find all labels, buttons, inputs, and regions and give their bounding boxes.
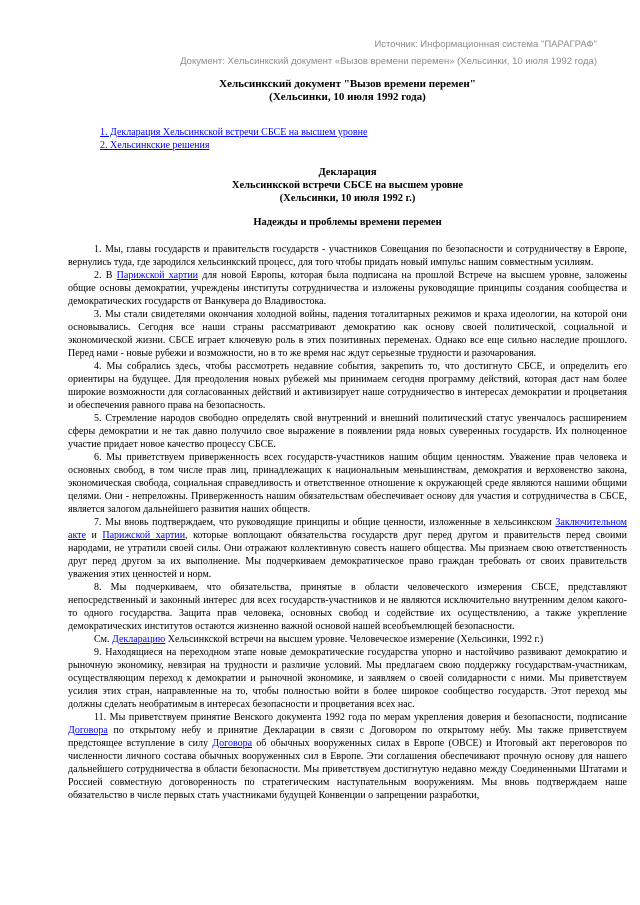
paragraph-text: об обычных вооруженных силах в Европе (ОВСЕ) и Итоговый акт переговоров по численности личного состава обычных вооруженных сил в Европе. Эти соглашения обеспечивают прочную основу для нашего дальнейшего сотрудничества в области безопасности. Мы приветствуем достигнутую недавно между Соединенными Штатами и Россией совместную договоренность по стратегическим наступательным вооружениям. Мы вновь подтверждаем наше обязательство в числе первых стать участниками будущей Конвенции о запрещении разработки, <box>68 738 627 801</box>
section-heading-line2: Хельсинкской встречи СБСЕ на высшем уровне <box>231 180 464 191</box>
paragraph-text: и <box>85 530 103 541</box>
inline-link[interactable]: Парижской хартии <box>116 270 199 281</box>
paragraph-text: 2. В <box>94 270 117 281</box>
paragraph-text: 7. Мы вновь подтверждаем, что руководящие принципы и общие ценности, изложенные в хельсинкском <box>94 517 556 528</box>
paragraph <box>68 633 627 646</box>
paragraph-text: 1. Мы, главы государств и правительств государств - участников Совещания по безопасности и сотрудничеству в Европе, вернулись туда, где зародился хельсинкский процесс, для того чтобы придать новый импульс нашим совместным усилиям. <box>68 244 627 268</box>
paragraph <box>68 412 627 451</box>
paragraph-text: См. <box>94 634 112 645</box>
paragraph-text: 5. Стремление народов свободно определять свой внутренний и внешний политический статус увенчалось расширением сферы демократии и не так давно получило свое выражение в появлении ряда новых суверенных государств. Их полноценное участие придает новое качество процессу СБСЕ. <box>68 413 627 450</box>
paragraph <box>68 308 627 360</box>
paragraph <box>68 269 627 308</box>
paragraph-text: 4. Мы собрались здесь, чтобы рассмотреть недавние события, закрепить то, что достигнуто СБСЕ, и определить его ориентиры на будущее. Для преодоления новых рубежей мы принимаем сегодня программу действий, которая даст нам более широкие возможности для согласованных действий и активизирует наше сотрудничество в интересах демократии и процветания и обеспечения равного права на безопасность. <box>68 361 627 411</box>
document-title <box>68 78 627 104</box>
paragraph-text: по открытому небу и принятие Декларации в связи с Договором по открытому небу. Мы также приветствуем предстоящее вступление в силу <box>68 725 627 749</box>
document-body <box>68 243 627 802</box>
toc-link-declaration[interactable]: 1. Декларация Хельсинкской встречи СБСЕ на высшем уровне <box>100 127 368 138</box>
document-line: Документ: Хельсинкский документ «Вызов времени перемен» (Хельсинки, 10 июля 1992 года) <box>180 56 597 67</box>
section-heading <box>68 166 627 205</box>
inline-link[interactable]: Заключительном акте <box>68 517 627 541</box>
inline-link[interactable]: Договора <box>68 725 108 736</box>
paragraph <box>68 711 627 802</box>
subsection-heading: Надежды и проблемы времени перемен <box>253 217 442 228</box>
paragraph-text: 11. Мы приветствуем принятие Венского документа 1992 года по мерам укрепления доверия и безопасности, подписание <box>94 712 627 723</box>
paragraph <box>68 360 627 412</box>
paragraph <box>68 646 627 711</box>
paragraph-text: Хельсинкской встречи на высшем уровне. Человеческое измерение (Хельсинки, 1992 г.) <box>165 634 544 645</box>
paragraph <box>68 581 627 633</box>
paragraph-text: 8. Мы подчеркиваем, что обязательства, принятые в области человеческого измерения СБСЕ, представляют непосредственный и законный интерес для всех государств-участников и не являются исключительно внутренним делом какого-то одного государства. Защита прав человека, основных свобод и содействие их осуществлению, а также укрепление демократических институтов остаются жизненно важной основой нашей всеобъемлющей безопасности. <box>68 582 627 632</box>
inline-link[interactable]: Парижской хартии <box>102 530 186 541</box>
source-header <box>68 36 627 70</box>
table-of-contents <box>100 126 627 152</box>
paragraph-text: 6. Мы приветствуем приверженность всех государств-участников нашим общим ценностям. Уважение прав человека и основных свобод, в том числе прав лиц, принадлежащих к национальным меньшинствам, демократия и верховенство закона, экономическая свобода, социальная справедливость и ответственное отношение к окружающей среде являются нашими общими целями. Они - непреложны. Приверженность нашим обязательствам обеспечивает основу для участия и сотрудничества в СБСЕ, является залогом дальнейшего развития наших обществ. <box>68 452 627 515</box>
document-title-line2: (Хельсинки, 10 июля 1992 года) <box>269 91 426 103</box>
inline-link[interactable]: Договора <box>212 738 253 749</box>
section-heading-line3: (Хельсинки, 10 июля 1992 г.) <box>279 193 416 204</box>
toc-link-decisions[interactable]: 2. Хельсинкские решения <box>100 140 210 151</box>
section-heading-line1: Декларация <box>318 167 377 178</box>
paragraph-text: 9. Находящиеся на переходном этапе новые демократические государства упорно и настойчиво развивают демократию и рыночную экономику, невзирая на трудности и различие условий. Мы предлагаем свою поддержку государствам-участникам, осуществляющим переход к демократии и рыночной экономике, и заявляем о своей солидарности с ними. Мы приветствуем усилия этих стран, направленные на то, чтобы полностью войти в более широкое сообщество государств. Этот переход мы должны сделать необратимым в интересах безопасности и процветания всех нас. <box>68 647 627 710</box>
paragraph <box>68 451 627 516</box>
source-line: Источник: Информационная система "ПАРАГРАФ" <box>374 39 597 50</box>
inline-link[interactable]: Декларацию <box>112 634 166 645</box>
paragraph <box>68 516 627 581</box>
document-title-line1: Хельсинкский документ "Вызов времени перемен" <box>219 78 476 90</box>
paragraph <box>68 243 627 269</box>
paragraph-text: для новой Европы, которая была подписана на прошлой Встрече на высшем уровне, заложены общие основы демократии, учреждены институты сотрудничества и изложены руководящие принципы создания сообщества и демократических государств от Ванкувера до Владивостока. <box>68 270 628 307</box>
paragraph-text: , которые воплощают обязательства государств друг перед другом и правительств перед своими народами, не утратили своей силы. Они отражают коллективную совесть нашего общества. Мы признаем свою ответственность друг перед другом за их выполнение. Мы подчеркиваем демократическое право граждан требовать от своих правительств уважения этих ценностей и норм. <box>68 530 627 580</box>
paragraph-text: 3. Мы стали свидетелями окончания холодной войны, падения тоталитарных режимов и краха идеологии, на которой они основывались. Сегодня все наши страны рассматривают демократию как основу своей политической, социальной и экономической жизни. СБСЕ играет ключевую роль в этих позитивных переменах. Однако все еще сильно наследие прошлого. Перед нами - новые рубежи и возможности, но в то же время нас ждут серьезные трудности и разочарования. <box>68 309 627 359</box>
